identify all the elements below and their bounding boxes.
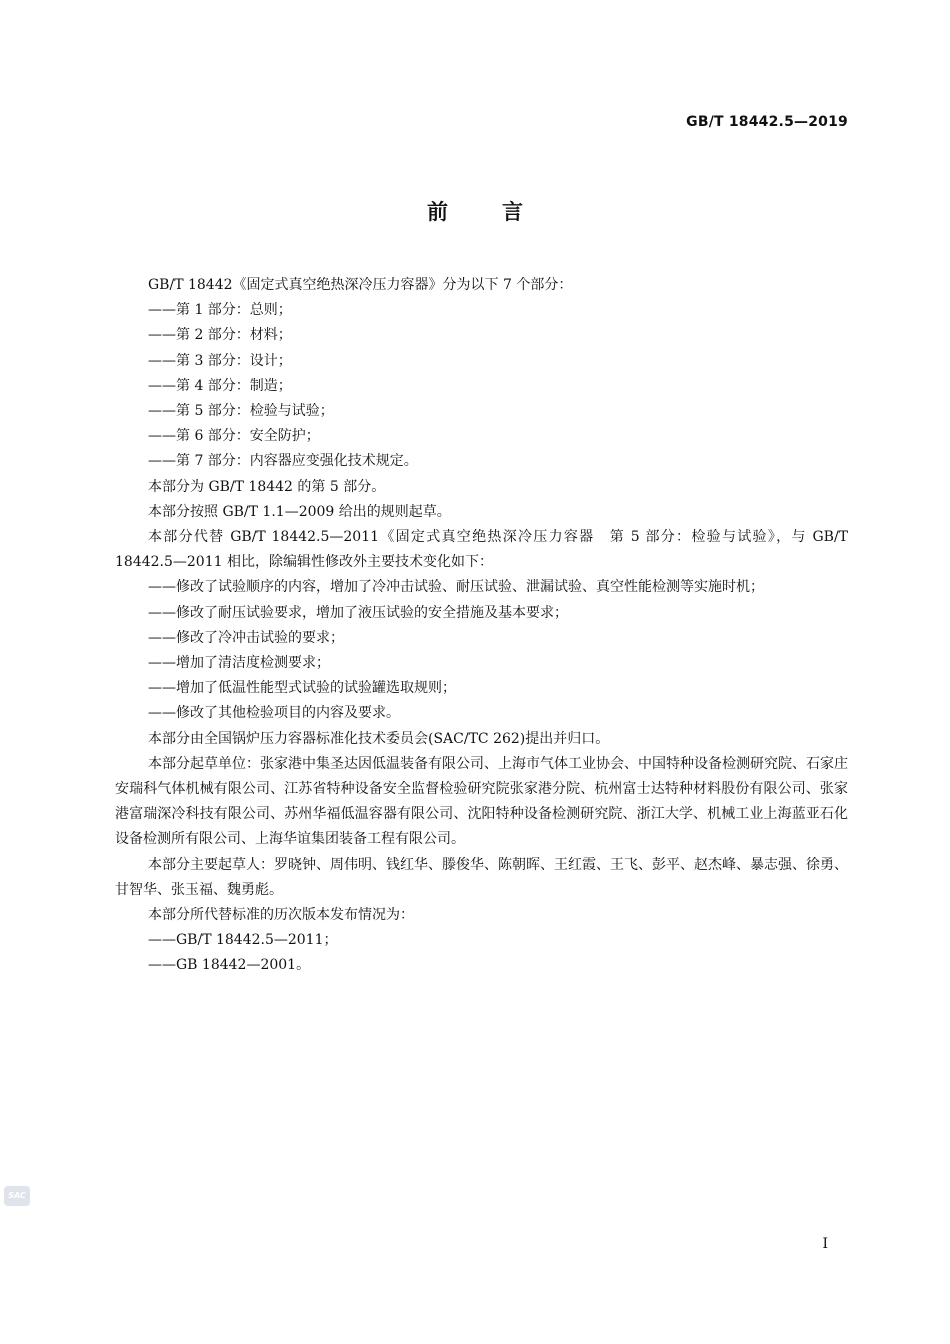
- list-item: ——修改了耐压试验要求，增加了液压试验的安全措施及基本要求；: [148, 604, 568, 621]
- list-item: ——修改了试验顺序的内容，增加了冷冲击试验、耐压试验、泄漏试验、真空性能检测等实施时机；: [148, 579, 764, 596]
- list-item: ——GB 18442—2001。: [148, 957, 311, 974]
- list-item: ——第 5 部分：检验与试验；: [148, 403, 334, 420]
- list-item: ——GB/T 18442.5—2011；: [148, 932, 338, 949]
- list-item: ——增加了低温性能型式试验的试验罐选取规则；: [148, 680, 456, 697]
- paragraph: 本部分代替 GB/T 18442.5—2011《固定式真空绝热深冷压力容器 第 5 部分：检验与试验》，与 GB/T 18442.5—2011 相比，除编辑性修改外主要技术变化如下：: [115, 529, 848, 571]
- document-number-header: GB/T 18442.5—2019: [686, 114, 848, 130]
- list-item: ——增加了清洁度检测要求；: [148, 655, 330, 672]
- sac-logo-watermark: SAC: [4, 1186, 30, 1206]
- list-item: ——第 6 部分：安全防护；: [148, 428, 320, 445]
- paragraph: 本部分主要起草人：罗晓钟、周伟明、钱红华、滕俊华、陈朝晖、王红霞、王飞、彭平、赵杰峰、暴志强、徐勇、甘智华、张玉福、魏勇彪。: [115, 856, 848, 898]
- paragraph: 本部分为 GB/T 18442 的第 5 部分。: [148, 478, 386, 495]
- paragraph: 本部分所代替标准的历次版本发布情况为：: [148, 907, 414, 924]
- page-title: 前言: [427, 200, 577, 224]
- paragraph: 本部分起草单位：张家港中集圣达因低温装备有限公司、上海市气体工业协会、中国特种设备检测研究院、石家庄安瑞科气体机械有限公司、江苏省特种设备安全监督检验研究院张家港分院、杭州富士达特种材料股份有限公司、张家港富瑞深冷科技有限公司、苏州华福低温容器有限公司、沈阳特种设备检测研究院、浙江大学、机械工业上海蓝亚石化设备检测所有限公司、上海华谊集团装备工程有限公司。: [115, 755, 848, 848]
- list-item: ——第 4 部分：制造；: [148, 377, 292, 394]
- list-item: ——第 2 部分：材料；: [148, 327, 292, 344]
- paragraph: 本部分按照 GB/T 1.1—2009 给出的规则起草。: [148, 503, 451, 520]
- page-number: I: [822, 1236, 828, 1252]
- paragraph: 本部分由全国锅炉压力容器标准化技术委员会(SAC/TC 262)提出并归口。: [148, 730, 610, 747]
- paragraph: GB/T 18442《固定式真空绝热深冷压力容器》分为以下 7 个部分：: [148, 277, 573, 293]
- foreword-body: [115, 273, 848, 979]
- list-item: ——第 3 部分：设计；: [148, 352, 292, 369]
- list-item: ——修改了其他检验项目的内容及要求。: [148, 705, 400, 722]
- list-item: ——修改了冷冲击试验的要求；: [148, 629, 344, 646]
- list-item: ——第 1 部分：总则；: [148, 302, 292, 319]
- list-item: ——第 7 部分：内容器应变强化技术规定。: [148, 453, 418, 470]
